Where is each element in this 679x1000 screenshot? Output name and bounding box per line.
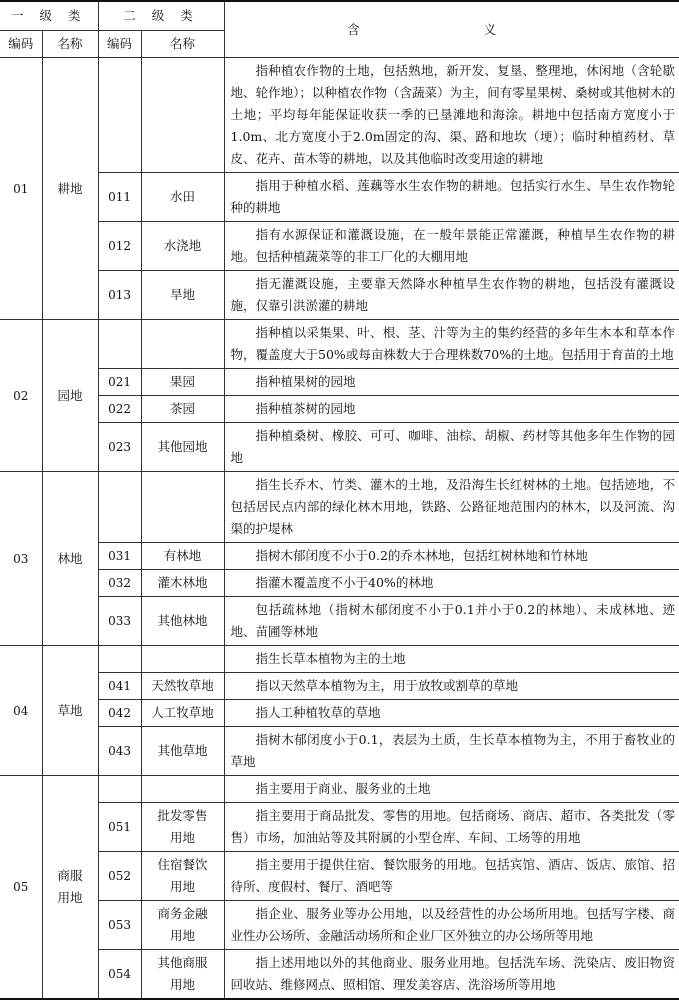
- table-row: [0, 396, 679, 423]
- header-code-1: 编码: [0, 31, 42, 58]
- level1-code: 05: [0, 776, 42, 1000]
- level1-code: 01: [0, 58, 42, 320]
- level2-description: 指树木郁闭度不小于0.2的乔木林地，包括红树林地和竹林地: [224, 543, 679, 570]
- level2-code: 011: [98, 173, 141, 222]
- header-meaning: 含 义: [224, 1, 679, 58]
- level2-code: 033: [98, 597, 141, 646]
- level2-name: [141, 646, 224, 673]
- table-row: [0, 173, 679, 222]
- level2-name: 水浇地: [141, 222, 224, 271]
- level2-name: 其他商服用地: [141, 950, 224, 1000]
- level2-description: 指上述用地以外的其他商业、服务业用地。包括洗车场、洗染店、废旧物资回收站、维修网点、照相馆、理发美容店、洗浴场所等用地: [224, 950, 679, 1000]
- level2-code: 051: [98, 803, 141, 852]
- level2-name: 旱地: [141, 271, 224, 320]
- level1-name: 林地: [42, 472, 98, 646]
- level2-description: 指种植茶树的园地: [224, 396, 679, 423]
- level1-name: 商服用地: [42, 776, 98, 1000]
- header-code-2: 编码: [98, 31, 141, 58]
- level2-description: 包括疏林地（指树木郁闭度不小于0.1并小于0.2的林地）、未成林地、迹地、苗圃等林地: [224, 597, 679, 646]
- level2-code: 053: [98, 901, 141, 950]
- level2-description: 指主要用于商品批发、零售的用地。包括商场、商店、超市、各类批发（零售）市场，加油站等及其附属的小型仓库、车间、工场等的用地: [224, 803, 679, 852]
- level2-code: 021: [98, 369, 141, 396]
- level2-code: 012: [98, 222, 141, 271]
- level2-description: 指灌木覆盖度不小于40%的林地: [224, 570, 679, 597]
- table-row: [0, 271, 679, 320]
- level1-description: 指种植农作物的土地，包括熟地，新开发、复垦、整理地，休闲地（含轮歇地、轮作地）；以种植农作物（含蔬菜）为主，间有零星果树、桑树或其他树木的土地；平均每年能保证收获一季的已垦滩地和海涂。耕地中包括南方宽度小于1.0m、北方宽度小于2.0m固定的沟、渠、路和地坎（埂）；临时种植药材、草皮、花卉、苗木等的耕地，以及其他临时改变用途的耕地: [224, 58, 679, 173]
- level2-description: 指无灌溉设施，主要靠天然降水种植旱生农作物的耕地，包括没有灌溉设施，仅靠引洪淤灌的耕地: [224, 271, 679, 320]
- level1-description: 指主要用于商业、服务业的土地: [224, 776, 679, 803]
- level2-name: 批发零售用地: [141, 803, 224, 852]
- level2-name: 灌木林地: [141, 570, 224, 597]
- level1-code: 02: [0, 320, 42, 472]
- level2-description: 指种植果树的园地: [224, 369, 679, 396]
- table-row: [0, 852, 679, 901]
- table-body: [0, 58, 679, 1000]
- level2-name: [141, 58, 224, 173]
- level2-description: 指人工种植牧草的草地: [224, 700, 679, 727]
- level2-code: 032: [98, 570, 141, 597]
- table-row: [0, 369, 679, 396]
- level1-name: 草地: [42, 646, 98, 776]
- level2-code: 022: [98, 396, 141, 423]
- table-row: [0, 597, 679, 646]
- level2-description: 指主要用于提供住宿、餐饮服务的用地。包括宾馆、酒店、饭店、旅馆、招待所、度假村、餐厅、酒吧等: [224, 852, 679, 901]
- level2-name: 天然牧草地: [141, 673, 224, 700]
- level2-name: 茶园: [141, 396, 224, 423]
- level2-code: 042: [98, 700, 141, 727]
- level2-description: 指树木郁闭度小于0.1，表层为土质，生长草本植物为主，不用于畜牧业的草地: [224, 727, 679, 776]
- level2-name: 住宿餐饮用地: [141, 852, 224, 901]
- table-row: [0, 320, 679, 369]
- level2-code: [98, 320, 141, 369]
- table-row: [0, 646, 679, 673]
- level2-description: 指用于种植水稻、莲藕等水生农作物的耕地。包括实行水生、旱生农作物轮种的耕地: [224, 173, 679, 222]
- level2-code: [98, 58, 141, 173]
- table-row: [0, 727, 679, 776]
- header-name-1: 名称: [42, 31, 98, 58]
- table-row: [0, 58, 679, 173]
- level2-name: 其他草地: [141, 727, 224, 776]
- level2-name: 其他林地: [141, 597, 224, 646]
- level2-name: 水田: [141, 173, 224, 222]
- table-row: [0, 472, 679, 543]
- level1-name: 耕地: [42, 58, 98, 320]
- table-row: [0, 901, 679, 950]
- table-row: [0, 222, 679, 271]
- table-row: [0, 570, 679, 597]
- level2-name: 有林地: [141, 543, 224, 570]
- level2-code: [98, 776, 141, 803]
- level2-name: 人工牧草地: [141, 700, 224, 727]
- header-name-2: 名称: [141, 31, 224, 58]
- level1-description: 指生长草本植物为主的土地: [224, 646, 679, 673]
- table-row: [0, 423, 679, 472]
- level2-name: [141, 472, 224, 543]
- level2-description: 指有水源保证和灌溉设施，在一般年景能正常灌溉，种植旱生农作物的耕地。包括种植蔬菜等的非工厂化的大棚用地: [224, 222, 679, 271]
- table-row: [0, 803, 679, 852]
- header-level2: 二 级 类: [98, 1, 224, 31]
- level2-name: 商务金融用地: [141, 901, 224, 950]
- level1-description: 指生长乔木、竹类、灌木的土地，及沿海生长红树林的土地。包括迹地，不包括居民点内部的绿化林木用地，铁路、公路征地范围内的林木，以及河流、沟渠的护堤林: [224, 472, 679, 543]
- level1-name: 园地: [42, 320, 98, 472]
- level2-name: [141, 320, 224, 369]
- level2-code: 031: [98, 543, 141, 570]
- level1-description: 指种植以采集果、叶、根、茎、汁等为主的集约经营的多年生木本和草本作物，覆盖度大于50%或每亩株数大于合理株数70%的土地。包括用于育苗的土地: [224, 320, 679, 369]
- header-level1: 一 级 类: [0, 1, 98, 31]
- level2-code: 043: [98, 727, 141, 776]
- level2-description: 指企业、服务业等办公用地，以及经营性的办公场所用地。包括写字楼、商业性办公场所、金融活动场所和企业厂区外独立的办公场所等用地: [224, 901, 679, 950]
- level2-description: 指以天然草本植物为主，用于放牧或割草的草地: [224, 673, 679, 700]
- level2-code: 023: [98, 423, 141, 472]
- level2-code: 052: [98, 852, 141, 901]
- table-row: [0, 700, 679, 727]
- level2-description: 指种植桑树、橡胶、可可、咖啡、油棕、胡椒、药材等其他多年生作物的园地: [224, 423, 679, 472]
- level1-code: 04: [0, 646, 42, 776]
- table-row: [0, 950, 679, 1000]
- level2-code: 054: [98, 950, 141, 1000]
- level2-name: 其他园地: [141, 423, 224, 472]
- level2-name: [141, 776, 224, 803]
- level2-code: 013: [98, 271, 141, 320]
- level2-code: [98, 646, 141, 673]
- level2-code: 041: [98, 673, 141, 700]
- table-row: [0, 673, 679, 700]
- level2-name: 果园: [141, 369, 224, 396]
- level1-code: 03: [0, 472, 42, 646]
- header-row-1: [0, 1, 679, 31]
- table-row: [0, 776, 679, 803]
- level2-code: [98, 472, 141, 543]
- table-row: [0, 543, 679, 570]
